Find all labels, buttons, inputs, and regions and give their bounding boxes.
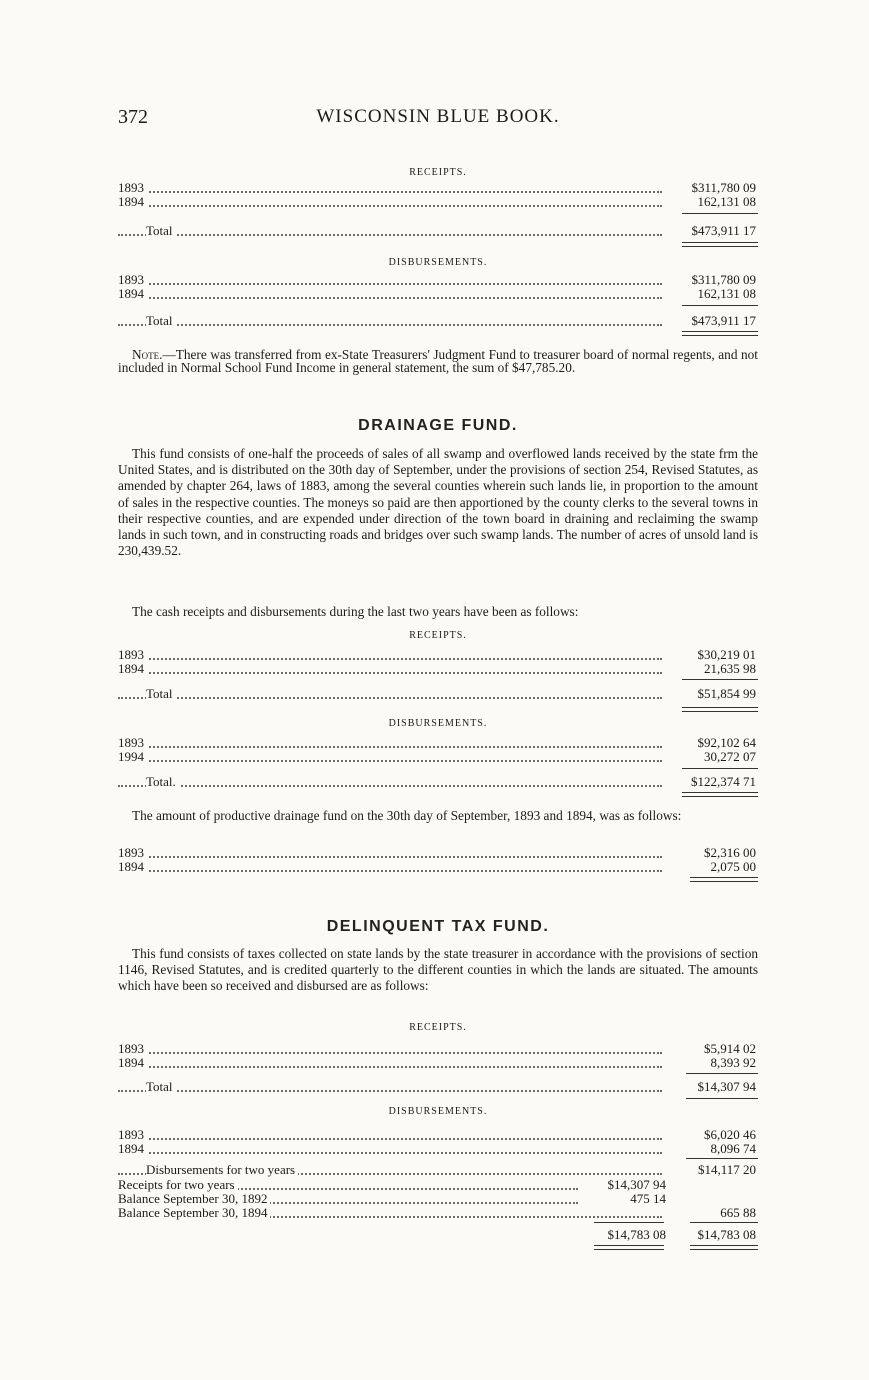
sum-rule xyxy=(682,305,758,306)
sum-rule xyxy=(686,1098,758,1099)
ledger-row: Balance September 30, 1894 665 88 xyxy=(118,1205,756,1220)
sum-rule xyxy=(682,768,758,769)
receipts-heading: RECEIPTS. xyxy=(409,1022,467,1033)
section-heading-delinquent: DELINQUENT TAX FUND. xyxy=(326,918,550,935)
double-rule xyxy=(682,792,758,797)
productive-intro: The amount of productive drainage fund on the 30th day of September, 1893 and 1894, was as follows: xyxy=(132,808,682,823)
receipts-heading: RECEIPTS. xyxy=(409,630,467,641)
sum-rule xyxy=(686,1158,758,1159)
ledger-row: 1994 30,272 07 xyxy=(118,749,756,764)
double-rule xyxy=(690,1245,758,1250)
ledger-row: 1893 $5,914 02 xyxy=(118,1041,756,1056)
ledger-row: 1894 21,635 98 xyxy=(118,661,756,676)
page-header xyxy=(118,106,758,136)
double-rule xyxy=(690,877,758,882)
ledger-row: 1893 $311,780 09 xyxy=(118,180,756,195)
ledger-row: 1894 8,393 92 xyxy=(118,1055,756,1070)
total-row: Total $51,854 99 xyxy=(118,687,758,701)
delinquent-paragraph: This fund consists of taxes collected on state lands by the state treasurer in accordance with the provisions of section 1146, Revised Statutes, and is credited quarterly to the different counties in which the lands are situated. The amounts which have been so received and disbursed are as follows: xyxy=(118,946,758,994)
sum-rule xyxy=(690,1222,758,1223)
double-rule xyxy=(682,331,758,336)
drainage-intro: The cash receipts and disbursements during the last two years have been as follows: xyxy=(132,604,579,619)
drainage-paragraph: This fund consists of one-half the proceeds of sales of all swamp and overflowed lands received by the state frm the United States, and is distributed on the 30th day of September, under the provisions of section 254, Revised Statutes, as amended by chapter 264, laws of 1883, among the several counties wherein such lands lie, in proportion to the amount of sales in the respective counties. The moneys so paid are then apportioned by the county clerks to the several towns in their respective counties, and are expended under direction of the town board in draining and reclaiming the swamp lands in such town, and in constructing roads and bridges over such swamp lands. The number of acres of unsold land is 230,439.52. xyxy=(118,446,758,559)
double-rule xyxy=(682,707,758,712)
total-row: Total $14,307 94 xyxy=(118,1080,758,1094)
sum-rule xyxy=(682,213,758,214)
disbursements-heading: DISBURSEMENTS. xyxy=(388,718,488,729)
ledger-row: Balance September 30, 1892 475 14 xyxy=(118,1191,666,1206)
sum-rule xyxy=(686,1073,758,1074)
ledger-row: 1893 $6,020 46 xyxy=(118,1127,756,1142)
ledger-row: 1893 $2,316 00 xyxy=(118,845,756,860)
disbursements-heading: DISBURSEMENTS. xyxy=(388,257,488,268)
double-rule xyxy=(594,1245,664,1250)
book-title: WISCONSIN BLUE BOOK. xyxy=(316,106,560,127)
sum-rule xyxy=(682,679,758,680)
ledger-row: 1894 8,096 74 xyxy=(118,1141,756,1156)
total-row: Total. $122,374 71 xyxy=(118,775,758,789)
ledger-row: Receipts for two years $14,307 94 xyxy=(118,1177,666,1192)
total-row: Total $473,911 17 xyxy=(118,314,758,328)
ledger-row: 1893 $30,219 01 xyxy=(118,647,756,662)
total-row: Total $473,911 17 xyxy=(118,224,758,238)
ledger-row: 1893 $92,102 64 xyxy=(118,735,756,750)
final-total-row: $14,783 08 $14,783 08 xyxy=(607,1227,756,1242)
receipts-heading: RECEIPTS. xyxy=(409,167,467,178)
double-rule xyxy=(682,242,758,247)
disbursements-heading: DISBURSEMENTS. xyxy=(388,1106,488,1117)
section-heading-drainage: DRAINAGE FUND. xyxy=(358,417,518,434)
sum-rule xyxy=(594,1222,664,1223)
ledger-row: 1893 $311,780 09 xyxy=(118,272,756,287)
ledger-row: 1894 2,075 00 xyxy=(118,859,756,874)
page-number: 372 xyxy=(118,106,148,128)
ledger-row: 1894 162,131 08 xyxy=(118,286,756,301)
footnote: Note.—There was transferred from ex-State Treasurers' Judgment Fund to treasurer board of normal regents, and not included in Normal School Fund Income in general statement, the sum of $47,785.20. xyxy=(118,347,758,375)
ledger-row: Disbursements for two years $14,117 20 xyxy=(118,1163,758,1177)
ledger-row: 1894 162,131 08 xyxy=(118,194,756,209)
